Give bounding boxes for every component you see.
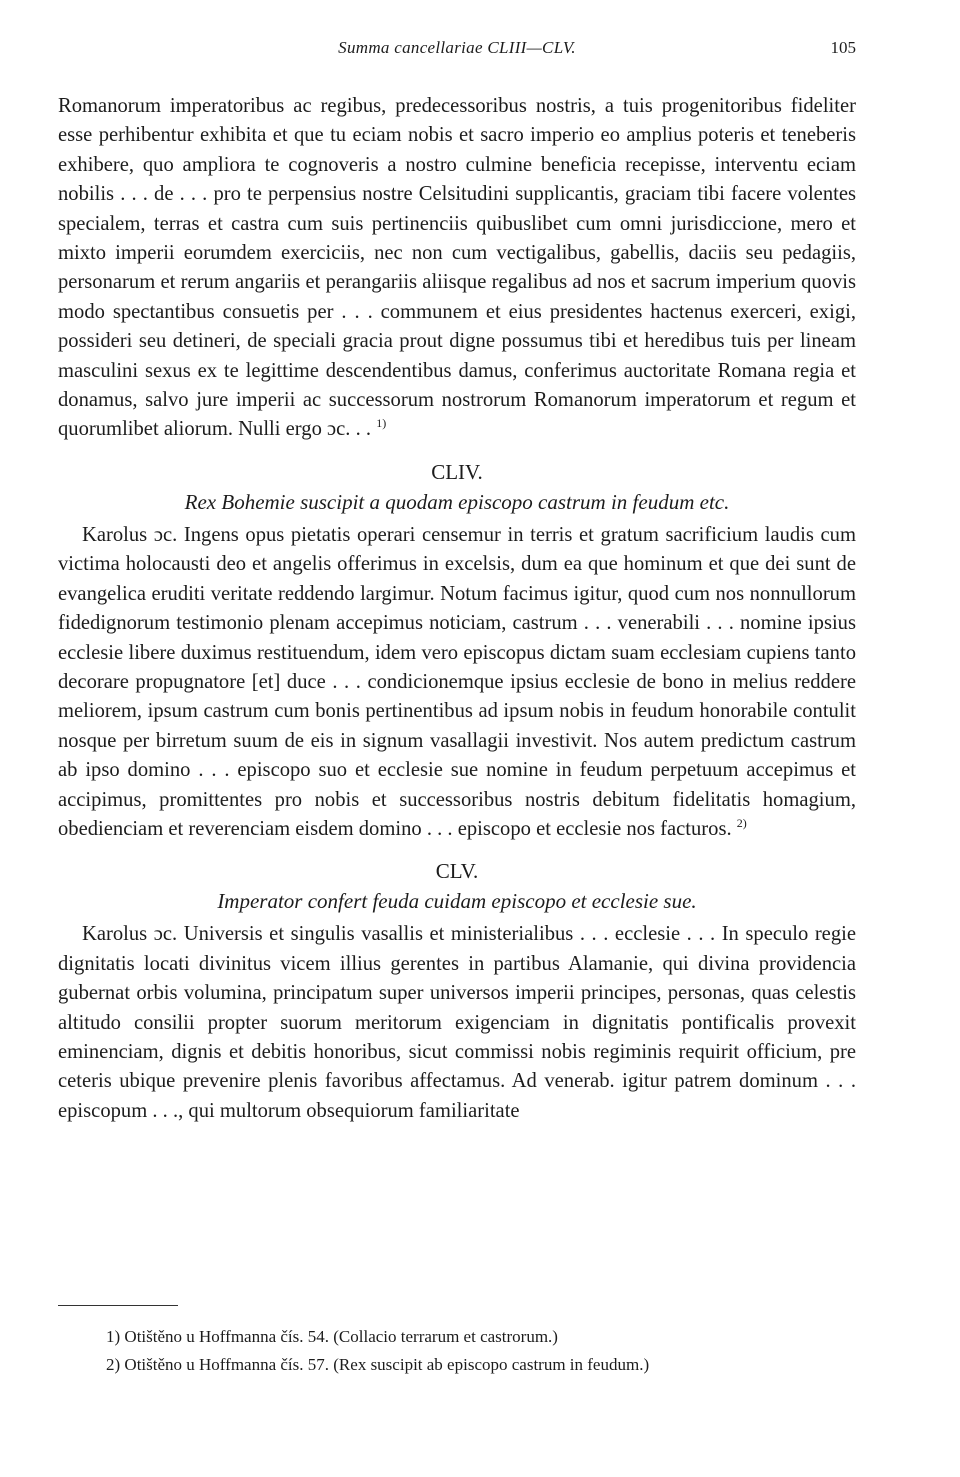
section-number-cliv: CLIV. (431, 459, 483, 484)
footnote-mark: 2) (106, 1355, 121, 1374)
footnote-2 (58, 1351, 856, 1379)
footnotes (58, 1323, 856, 1379)
body-text (58, 92, 856, 1126)
paragraph-cliii-continuation (58, 92, 856, 445)
running-title: Summa cancellariae CLIII—CLV. (338, 38, 576, 57)
section-heading-clv: Imperator confert feuda cuidam episcopo et ecclesie sue. (217, 889, 697, 914)
paragraph-clv (58, 920, 856, 1126)
section-number-clv: CLV. (435, 859, 479, 884)
footnote-reference: 1) (376, 416, 387, 431)
running-head (58, 38, 856, 64)
paragraph-text: Karolus ɔc. Ingens opus pietatis operari censemur in terris et gratum sacrificium laudis cum victima holocausti deo et angelis offerimus in excelsis, dum ea que hominum et que dei sunt de evangelica eruditi veritate reddendo largimur. Notum facimus igitur, quod cum nos nonnullorum fidedignorum testimonio plenam accepimus noticiam, castrum . . . venerabili . . . nomine ipsius ecclesie libere duximus restituendum, idem vero episcopus dictam suam ecclesiam cupiens tanto decorare propugnatore [et] duce . . . condicionemque ipsius ecclesie de bono in melius reddere meliorem, ipsum castrum cum bonis pertinentibus ad ipsum nobis in feudum honorabile contulit nosque per birretum suum de eis in signum vasallagii investivit. Nos autem predictum castrum ab ipso domino . . . episcopo suo et ecclesie sue nomine in feudum perpetuum accepimus et accipimus, promittentes pro nobis et successoribus nostris debitum fidelitatis homagium, obedienciam et reverenciam eisdem domino . . . episcopo et ecclesie nos facturos. (58, 523, 856, 840)
footnote-mark: 1) (106, 1327, 121, 1346)
footnote-divider (58, 1305, 178, 1306)
paragraph-text: Karolus ɔc. Universis et singulis vasallis et ministerialibus . . . ecclesie . . . In speculo regie dignitatis locati divinitus vicem illius gerentes in partibus Alamanie, qui divina providencia gubernat orbis volumina, principatum super universos imperii principes, personas, quas celestis altitudo consilii propter suorum meritorum exigenciam in dignitatis pontificalis provexit eminenciam, dignis et debitis honoribus, sicut commissi nobis regiminis requirit officium, pre ceteris ubique prevenire plenis favoribus affectamus. Ad venerab. igitur patrem dominum . . . episcopum . . ., qui multorum obsequiorum familiaritate (58, 923, 856, 1122)
paragraph-cliv (58, 521, 856, 844)
section-heading-cliv: Rex Bohemie suscipit a quodam episcopo castrum in feudum etc. (184, 489, 730, 514)
footnote-1 (58, 1323, 856, 1351)
footnote-text: Otištěno u Hoffmanna čís. 57. (Rex suscipit ab episcopo castrum in feudum.) (124, 1355, 650, 1374)
paragraph-text: Romanorum imperatoribus ac regibus, predecessoribus nostris, a tuis progenitoribus fideliter esse perhibentur exhibita et que tu eciam nobis et sacro imperio eo amplius poteris et teneberis exhibere, quo ampliora te cognoveris a nostro culmine beneficia recepisse, interventu eciam nobilis . . . de . . . pro te perpensius nostre Celsitudini supplicantis, graciam tibi facere volentes specialem, terras et castra cum suis pertinenciis quibuslibet cum omni jurisdiccione, mero et mixto imperii eorumdem exerciciis, nec non cum vectigalibus, gabellis, daciis seu pedagiis, personarum et rerum angariis et perangariis aliisque regalibus ad nos et sacrum imperium quovis modo spectantibus consuetis per . . . communem et eius presidentes hactenus exerceri, exigi, possideri seu detineri, de speciali gracia prout digne possumus tibi et heredibus tuis per lineam masculini sexus ex te legittime descendentibus damus, conferimus auctoritate Romana regia et donamus, salvo jure imperii ac successorum nostrorum Romanorum imperatorum et regum et quorumlibet aliorum. Nulli ergo ɔc. . . (58, 95, 856, 441)
page-number: 105 (830, 38, 856, 57)
document-page (58, 0, 856, 1477)
footnote-text: Otištěno u Hoffmanna čís. 54. (Collacio terrarum et castrorum.) (124, 1327, 558, 1346)
footnote-reference: 2) (736, 816, 747, 831)
